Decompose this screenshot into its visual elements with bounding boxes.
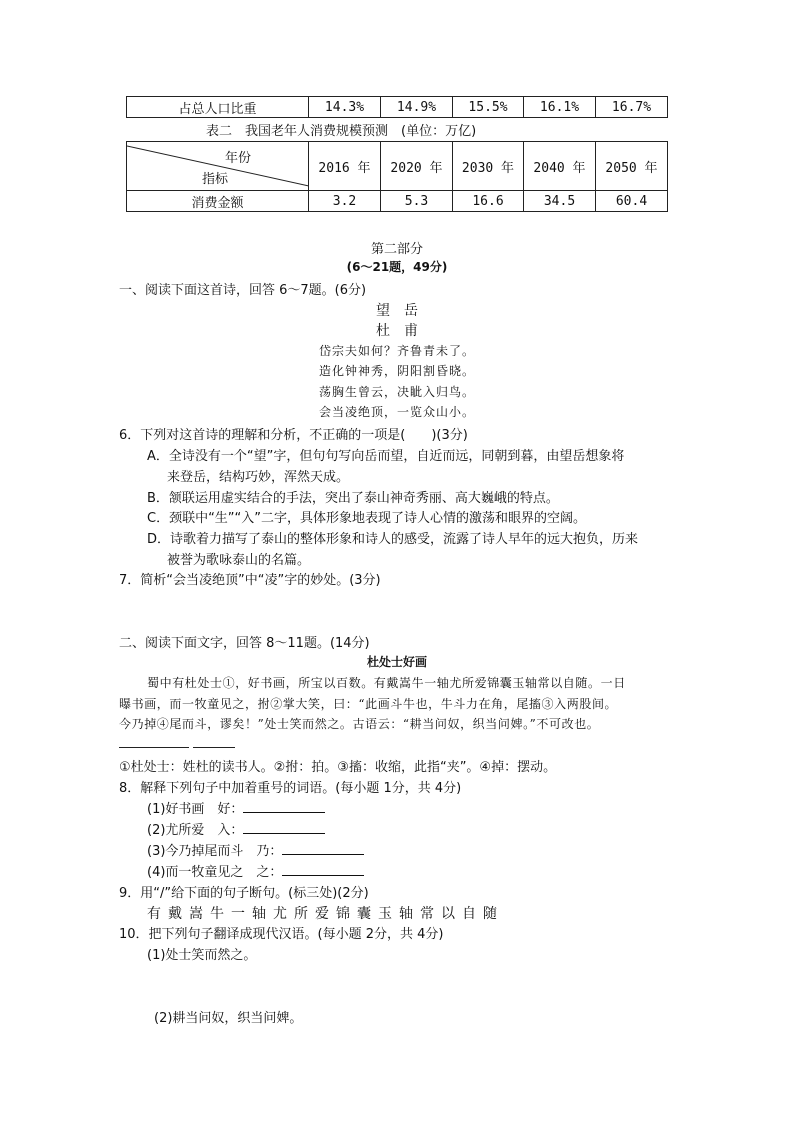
q8-item (147, 861, 364, 880)
q9-sentence: 有戴嵩牛一轴尤所爱锦囊玉轴常以自随 (147, 906, 504, 922)
table-cell: 3.2 (309, 191, 381, 212)
poem-line: 会当凌绝顶，一览众山小。 (318, 405, 475, 419)
table-cell: 16.6 (453, 191, 524, 212)
table-cell: 15.5% (453, 97, 524, 118)
q8-item-label: (4)而一牧童见之 之： (147, 865, 283, 880)
q8-item-label: (1)好书画 好： (147, 802, 244, 817)
footnote-rule (193, 747, 235, 748)
q8-item (147, 798, 325, 817)
table2-caption: 表二 我国老年人消费规模预测 (单位：万亿) (206, 124, 477, 139)
population-ratio-table (126, 96, 668, 118)
passage-title: 杜处士好画 (366, 655, 427, 669)
poem-author: 杜 甫 (376, 323, 418, 339)
part-subtitle: (6～21题，49分) (346, 260, 448, 274)
q10-item: (2)耕当问奴，织当问婢。 (154, 1011, 303, 1026)
option-a-cont: 来登岳，结构巧妙，浑然天成。 (167, 470, 350, 485)
table2-row-label: 消费金额 (127, 191, 309, 212)
option-a: A．全诗没有一个“望”字，但句句写向岳而望，自近而远，同朝到暮，由望岳想象将 (147, 449, 625, 464)
question-9-stem: 9．用“/”给下面的句子断句。(标三处)(2分) (119, 886, 369, 901)
option-d: D．诗歌着力描写了泰山的整体形象和诗人的感受，流露了诗人早年的远大抱负，历来 (147, 532, 639, 547)
q8-item (147, 819, 325, 838)
section1-instruction: 一、阅读下面这首诗，回答 6～7题。(6分) (119, 283, 367, 298)
year-header: 2050 年 (596, 142, 668, 191)
passage-line: 今乃掉④尾而斗，谬矣！”处士笑而然之。古语云：“耕当问奴，织当问婢。”不可改也。 (119, 717, 600, 731)
header-year-label: 年份 (225, 151, 252, 166)
table-cell: 5.3 (381, 191, 453, 212)
q10-item: (1)处士笑而然之。 (147, 948, 257, 963)
q8-item-label: (2)尤所爱 入： (147, 823, 244, 838)
table-cell: 60.4 (596, 191, 668, 212)
year-header: 2016 年 (309, 142, 381, 191)
option-d-cont: 被誉为歌咏泰山的名篇。 (167, 553, 311, 568)
footnote-rule (119, 747, 189, 748)
question-7-stem: 7．简析“会当凌绝顶”中“凌”字的妙处。(3分) (119, 573, 381, 588)
diagonal-header-cell (127, 142, 309, 191)
table1-row-label: 占总人口比重 (127, 97, 309, 118)
poem-line: 岱宗夫如何？齐鲁青未了。 (318, 344, 475, 358)
part-title: 第二部分 (370, 242, 423, 257)
answer-blank[interactable] (282, 842, 364, 855)
year-header: 2020 年 (381, 142, 453, 191)
header-indicator-label: 指标 (202, 172, 229, 187)
year-header: 2040 年 (524, 142, 596, 191)
answer-blank[interactable] (282, 863, 364, 876)
question-6-stem: 6．下列对这首诗的理解和分析，不正确的一项是( )(3分) (119, 428, 468, 443)
table-cell: 14.3% (309, 97, 381, 118)
question-10-stem: 10．把下列句子翻译成现代汉语。(每小题 2分，共 4分) (119, 927, 444, 942)
table-cell: 16.7% (596, 97, 668, 118)
footnotes: ①杜处士：姓杜的读书人。②拊：拍。③搐：收缩，此指“夹”。④掉：摆动。 (119, 760, 557, 775)
option-b: B．颔联运用虚实结合的手法，突出了泰山神奇秀丽、高大巍峨的特点。 (147, 491, 559, 506)
passage-line: 曝书画，而一牧童见之，拊②掌大笑，曰：“此画斗牛也，牛斗力在角，尾搐③入两股间。 (119, 697, 618, 711)
table-cell: 14.9% (381, 97, 453, 118)
poem-line: 荡胸生曾云，决眦入归鸟。 (318, 385, 475, 399)
answer-blank[interactable] (243, 821, 325, 834)
year-header: 2030 年 (453, 142, 524, 191)
consumption-forecast-table (126, 141, 668, 212)
question-8-stem: 8．解释下列句子中加着重号的词语。(每小题 1分，共 4分) (119, 781, 462, 796)
table-cell: 34.5 (524, 191, 596, 212)
answer-blank[interactable] (243, 800, 325, 813)
poem-title: 望 岳 (376, 303, 418, 319)
table-cell: 16.1% (524, 97, 596, 118)
poem-line: 造化钟神秀，阴阳割昏晓。 (318, 364, 475, 378)
q8-item-label: (3)今乃掉尾而斗 乃： (147, 844, 283, 859)
passage-line: 蜀中有杜处士①，好书画，所宝以百数。有戴嵩牛一轴尤所爱锦囊玉轴常以自随。一日 (147, 676, 626, 690)
option-c: C．颈联中“生”“入”二字，具体形象地表现了诗人心情的激荡和眼界的空阔。 (147, 511, 587, 526)
section2-instruction: 二、阅读下面文字，回答 8～11题。(14分) (119, 636, 370, 651)
q8-item (147, 840, 364, 859)
